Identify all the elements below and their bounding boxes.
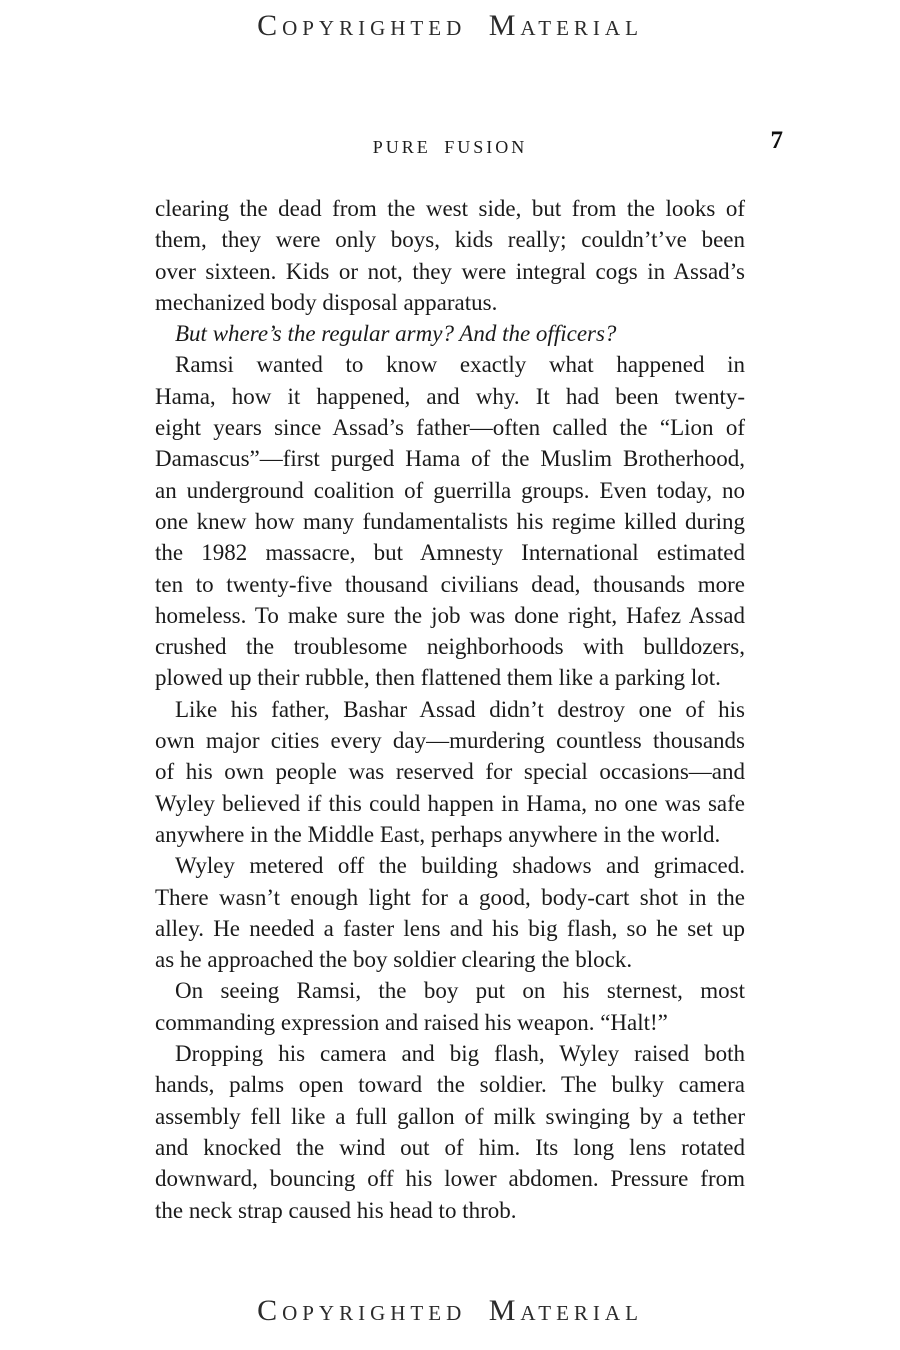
text-line: assembly fell like a full gallon of milk swinging by a tether: [155, 1103, 745, 1129]
copyright-banner-top: Copyrighted Material: [257, 9, 643, 42]
page-number: 7: [770, 127, 783, 154]
paragraph: [155, 193, 745, 318]
text-line: Ramsi wanted to know exactly what happened in: [175, 352, 745, 378]
text-line: the 1982 massacre, but Amnesty International estimated: [155, 540, 745, 566]
body-text: [155, 193, 745, 1226]
paragraph: [155, 975, 745, 1038]
text-line: anywhere in the Middle East, perhaps anywhere in the world.: [155, 821, 721, 847]
text-line: Damascus”—first purged Hama of the Muslim Brotherhood,: [155, 446, 745, 472]
text-line: crushed the troublesome neighborhoods with bulldozers,: [155, 634, 745, 660]
text-line: as he approached the boy soldier clearing the block.: [155, 947, 633, 973]
text-line: Wyley believed if this could happen in Hama, no one was safe: [155, 790, 745, 816]
text-line: over sixteen. Kids or not, they were integral cogs in Assad’s: [155, 258, 745, 284]
text-line: plowed up their rubble, then flattened them like a parking lot.: [155, 665, 721, 691]
paragraph: [155, 318, 745, 349]
text-line: them, they were only boys, kids really; couldn’t’ve been: [155, 227, 745, 253]
text-line: of his own people was reserved for special occasions—and: [155, 759, 745, 785]
text-line: alley. He needed a faster lens and his big flash, so he set up: [155, 915, 745, 941]
text-line: an underground coalition of guerrilla groups. Even today, no: [155, 477, 745, 503]
text-line: mechanized body disposal apparatus.: [155, 289, 498, 315]
paragraph: [155, 850, 745, 975]
text-line: one knew how many fundamentalists his regime killed during: [155, 508, 745, 534]
text-line: homeless. To make sure the job was done right, Hafez Assad: [155, 602, 745, 628]
text-line: There wasn’t enough light for a good, body-cart shot in the: [155, 884, 745, 910]
text-line: But where’s the regular army? And the officers?: [175, 321, 617, 347]
text-line: commanding expression and raised his weapon. “Halt!”: [155, 1009, 668, 1035]
paragraph: [155, 349, 745, 693]
running-head-title: PURE FUSION: [372, 137, 528, 157]
text-line: downward, bouncing off his lower abdomen. Pressure from: [155, 1166, 745, 1192]
text-line: Hama, how it happened, and why. It had been twenty-: [155, 383, 745, 409]
paragraph: [155, 1038, 745, 1226]
text-line: and knocked the wind out of him. Its long lens rotated: [155, 1134, 745, 1160]
text-line: the neck strap caused his head to throb.: [155, 1197, 517, 1223]
text-line: hands, palms open toward the soldier. The bulky camera: [155, 1072, 745, 1098]
text-line: Wyley metered off the building shadows and grimaced.: [175, 853, 745, 879]
text-line: own major cities every day—murdering countless thousands: [155, 728, 745, 754]
text-line: Like his father, Bashar Assad didn’t destroy one of his: [175, 696, 745, 722]
text-line: On seeing Ramsi, the boy put on his sternest, most: [175, 978, 745, 1004]
text-line: ten to twenty-five thousand civilians dead, thousands more: [155, 571, 745, 597]
text-line: Dropping his camera and big flash, Wyley raised both: [175, 1041, 745, 1067]
text-line: eight years since Assad’s father—often called the “Lion of: [155, 415, 745, 441]
paragraph: [155, 694, 745, 850]
copyright-banner-bottom: Copyrighted Material: [257, 1294, 643, 1327]
text-line: clearing the dead from the west side, but from the looks of: [155, 196, 745, 221]
